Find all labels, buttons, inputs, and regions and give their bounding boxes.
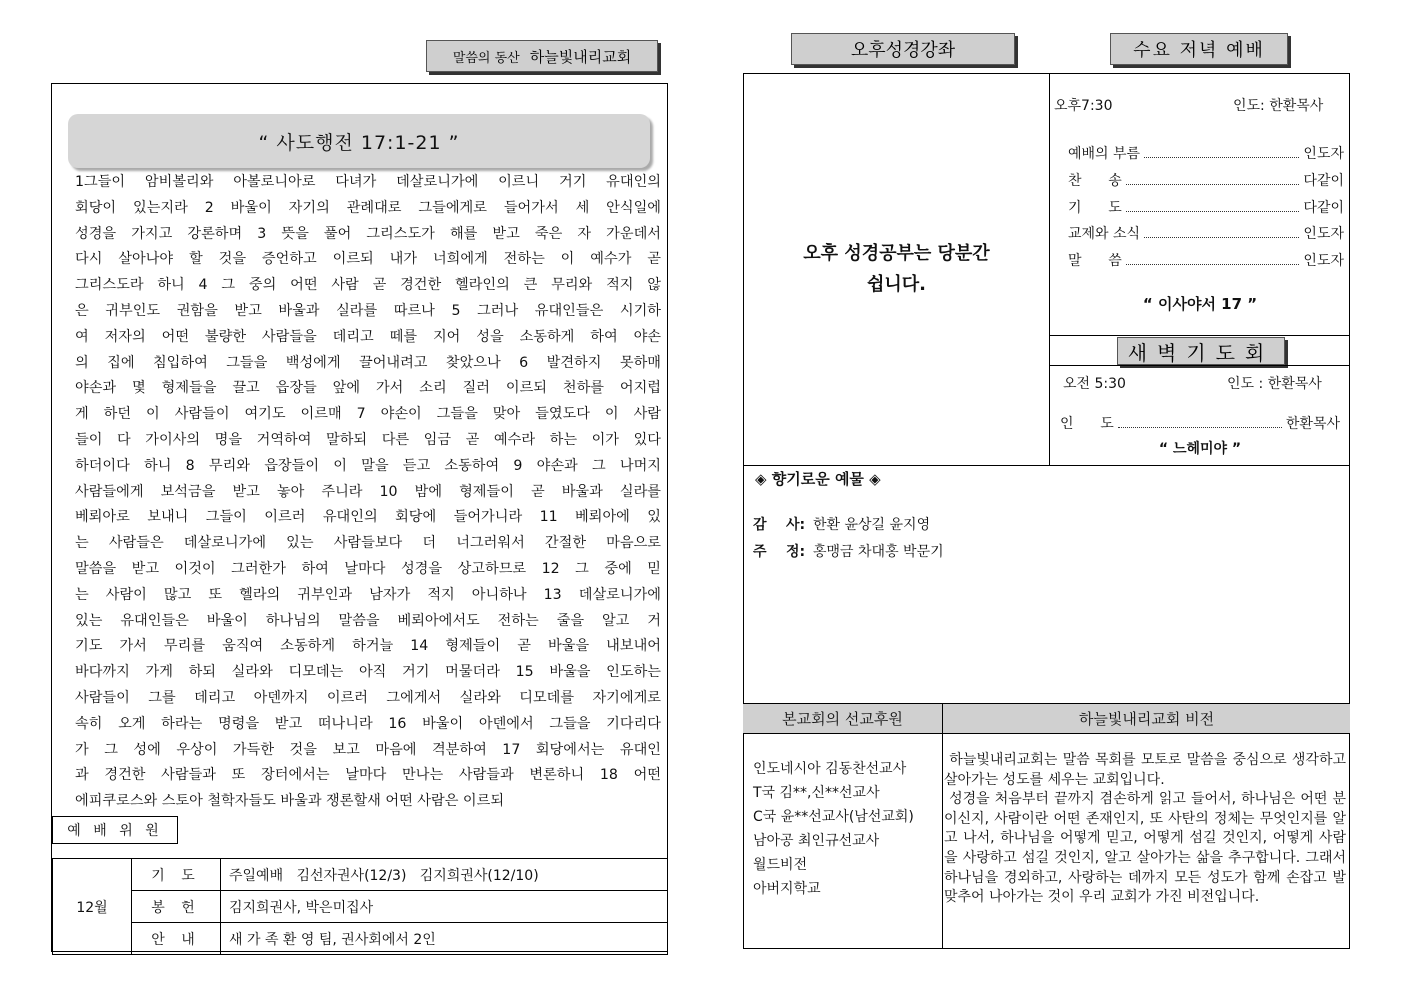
- list-item: T국 김**,신**선교사: [753, 785, 880, 801]
- order-item: 기 도: [1068, 200, 1122, 216]
- offering-names: 홍맹금 차대홍 박문기: [813, 544, 944, 560]
- scripture-line: 다시 살아나야 할 것을 증언하고 이르되 내가 너희에게 전하는 이 예수가 곧: [75, 251, 661, 268]
- offering-row: [753, 541, 944, 561]
- order-row: [1068, 250, 1344, 270]
- offering-label: 주 정:: [753, 544, 806, 560]
- scripture-line: 속히 오게 하라는 명령을 받고 떠나니라 16 바울이 아덴에서 그들을 기다리다: [75, 715, 661, 732]
- dot-leader: [1126, 202, 1300, 212]
- committee-month: 12월: [53, 859, 132, 955]
- scripture-line: 는 사람들은 데살로니가에 있는 사람들보다 더 너그러워서 간절한 마음으로: [75, 535, 661, 552]
- scripture-line: 의 집에 침입하여 그들을 백성에게 끌어내려고 찾았으나 6 발견하지 못하매: [75, 354, 661, 371]
- church-motto: 말씀의 동산: [452, 50, 520, 66]
- scripture-line: 바다까지 가게 하되 실라와 디모데는 아직 거기 머물더라 15 바울을 인도하는: [75, 664, 661, 681]
- list-item: 남아공 최인규선교사: [753, 833, 880, 849]
- order-row: [1068, 170, 1344, 190]
- order-row: [1068, 143, 1344, 163]
- scripture-text: [75, 170, 661, 815]
- scripture-line: 여 저자의 어떤 불량한 사람들을 데리고 떼를 지어 성을 소동하게 하여 야손: [75, 328, 661, 345]
- church-name-tag: [426, 40, 658, 72]
- scripture-line: 그리스도라 하니 4 그 중의 어떤 사람 곧 경건한 헬라인의 큰 무리와 적지 않: [75, 277, 661, 294]
- order-row: [1068, 197, 1344, 217]
- divider: [1050, 365, 1350, 366]
- scripture-line: 는 사람이 많고 또 헬라의 귀부인과 남자가 적지 아니하나 13 데살로니가에: [75, 586, 661, 603]
- wednesday-service-label: 수요 저녁 예배: [1110, 33, 1288, 65]
- table-row: [53, 891, 668, 923]
- mission-header: 본교회의 선교후원: [743, 704, 943, 733]
- afternoon-notice-line: 오후 성경공부는 당분간: [803, 243, 990, 264]
- afternoon-bible-study-label: 오후성경강좌: [791, 33, 1015, 65]
- scripture-line: 성경을 가지고 강론하며 3 뜻을 풀어 그리스도가 해를 받고 죽은 자 가운데서: [75, 225, 661, 242]
- afternoon-notice-line: 쉽니다.: [866, 274, 926, 295]
- worship-committee-label: 예 배 위 원: [52, 816, 178, 844]
- offering-row: [753, 514, 930, 534]
- scripture-line: 베뢰아로 보내니 그들이 이르러 유대인의 회당에 들어가니라 11 베뢰아에 있: [75, 509, 661, 526]
- order-who: 다같이: [1303, 173, 1344, 189]
- committee-role: 봉 헌: [132, 891, 221, 923]
- committee-role: 안 내: [132, 923, 221, 955]
- scripture-line: 1그들이 암비볼리와 아볼로니아로 다녀가 데살로니가에 이르니 거기 유대인의: [75, 174, 661, 190]
- divider: [743, 465, 1350, 466]
- committee-role: 기 도: [132, 859, 221, 891]
- offering-names: 한환 윤상길 윤지영: [813, 517, 931, 533]
- scripture-line: 하더이다 하니 8 무리와 읍장들이 이 말을 듣고 소동하여 9 야손과 그 나머지: [75, 457, 661, 474]
- scripture-line: 있는 유대인들은 바울이 하나님의 말씀을 베뢰아에서도 전하는 줄을 알고 거: [75, 612, 661, 629]
- dawn-passage: “ 느헤미야 ”: [1158, 441, 1242, 457]
- order-item: 찬 송: [1068, 173, 1122, 189]
- vision-text: [944, 751, 1351, 908]
- scripture-line: 기도 가서 무리를 움직여 소동하게 하거늘 14 형제들이 곧 바울을 내보내어: [75, 638, 661, 655]
- order-who: 인도자: [1303, 146, 1344, 162]
- wednesday-passage: “ 이사야서 17 ”: [1142, 295, 1258, 313]
- dawn-order-row: [1060, 413, 1340, 433]
- dawn-prayer-label: 새벽기도회: [1117, 337, 1285, 365]
- offering-label: 감 사:: [753, 517, 806, 533]
- mission-list: [753, 757, 914, 901]
- scripture-line: 들이 다 가이사의 명을 거역하여 말하되 다른 임금 곧 예수라 하는 이가 있다: [75, 431, 661, 448]
- order-item: 교제와 소식: [1068, 226, 1141, 242]
- table-row: [53, 923, 668, 955]
- vision-header: 하늘빛내리교회 비전: [1078, 710, 1215, 728]
- list-item: 아버지학교: [753, 881, 821, 897]
- order-row: [1068, 223, 1344, 243]
- scripture-line: 말씀을 받고 이것이 그러한가 하여 날마다 성경을 상고하므로 12 그 중에 믿: [75, 560, 661, 577]
- offering-title: ◈ 향기로운 예물 ◈: [755, 470, 881, 488]
- dawn-leader: 인도 : 한환목사: [1227, 376, 1322, 392]
- order-who: 인도자: [1303, 226, 1344, 242]
- order-item: 예배의 부름: [1068, 146, 1141, 162]
- scripture-line: 게 하던 이 사람들이 여기도 이르매 7 야손이 그들을 맞아 들였도다 이 사람: [75, 406, 661, 423]
- scripture-line: 야손과 몇 형제들을 끌고 읍장들 앞에 가서 소리 질러 이르되 천하를 어지럽: [75, 380, 661, 397]
- order-who: 다같이: [1303, 200, 1344, 216]
- worship-committee-table: [52, 858, 668, 955]
- order-item: 말 씀: [1068, 253, 1122, 269]
- vision-paragraph: 하늘빛내리교회는 말씀 목회를 모토로 말씀을 중심으로 생각하고 살아가는 성도를 세우는 교회입니다.: [944, 752, 1351, 788]
- list-item: 월드비전: [753, 857, 808, 873]
- dot-leader: [1126, 255, 1300, 265]
- scripture-line: 에피쿠로스와 스토아 철학자들도 바울과 쟁론할새 어떤 사람은 이르되: [75, 793, 505, 810]
- dot-leader: [1118, 418, 1282, 428]
- dawn-time: 오전 5:30: [1063, 376, 1126, 392]
- list-item: C국 윤**선교사(남선교회): [753, 809, 914, 825]
- order-who: 인도자: [1303, 253, 1344, 269]
- wednesday-leader: 인도: 한환목사: [1233, 98, 1324, 114]
- order-who: 한환목사: [1285, 416, 1340, 432]
- dot-leader: [1144, 148, 1299, 158]
- scripture-line: 과 경건한 사람들과 또 장터에서는 날마다 만나는 사람들과 변론하니 18 어떤: [75, 767, 661, 784]
- scripture-line: 사람들에게 보석금을 받고 놓아 주니라 10 밤에 형제들이 곧 바울과 실라를: [75, 483, 661, 500]
- table-row: [53, 859, 668, 891]
- scripture-line: 회당이 있는지라 2 바울이 자기의 관례대로 그들에게로 들어가서 세 안식일에: [75, 199, 661, 216]
- scripture-line: 은 귀부인도 권함을 받고 바울과 실라를 따르나 5 그러나 유대인들은 시기하: [75, 302, 661, 319]
- dot-leader: [1144, 228, 1299, 238]
- scripture-line: 사람들이 그를 데리고 아덴까지 이르러 그에게서 실라와 디모데를 자기에게로: [75, 689, 661, 706]
- afternoon-notice: [743, 238, 1050, 300]
- scripture-line: 가 그 성에 우상이 가득한 것을 보고 마음에 격분하여 17 회당에서는 유대인: [75, 741, 661, 758]
- committee-value: 새 가 족 환 영 팀, 권사회에서 2인: [221, 923, 668, 955]
- vision-paragraph: 성경을 처음부터 끝까지 겸손하게 읽고 들어서, 하나님은 어떤 분이신지, 사람이란 어떤 존재인지, 또 사탄의 정체는 무엇인지를 알고 나서, 하나님을 어떻게 믿고, 어떻게 섬길 것인지, 어떻게 사람을 사랑하고 섬길 것인지, 알고 살아가는 삶을 추구합니다. 그래서 하나님을 경외하고, 사랑하는 데까지 모든 성도가 함께 손잡고 발 맞추어 나아가는 것이 우리 교회가 가진 비전입니다.: [944, 791, 1351, 906]
- church-name: 하늘빛내리교회: [529, 47, 632, 66]
- order-item: 인 도: [1060, 416, 1114, 432]
- committee-value: 김지희권사, 박은미집사: [221, 891, 668, 923]
- bottom-header-row: [743, 703, 1350, 734]
- wednesday-time: 오후7:30: [1054, 98, 1113, 114]
- column-divider: [942, 734, 943, 949]
- list-item: 인도네시아 김동찬선교사: [753, 761, 907, 777]
- sermon-title: “ 사도행전 17:1-21 ”: [68, 114, 650, 168]
- dot-leader: [1126, 175, 1300, 185]
- committee-value: 주일예배 김선자권사(12/3) 김지희권사(12/10): [221, 859, 668, 891]
